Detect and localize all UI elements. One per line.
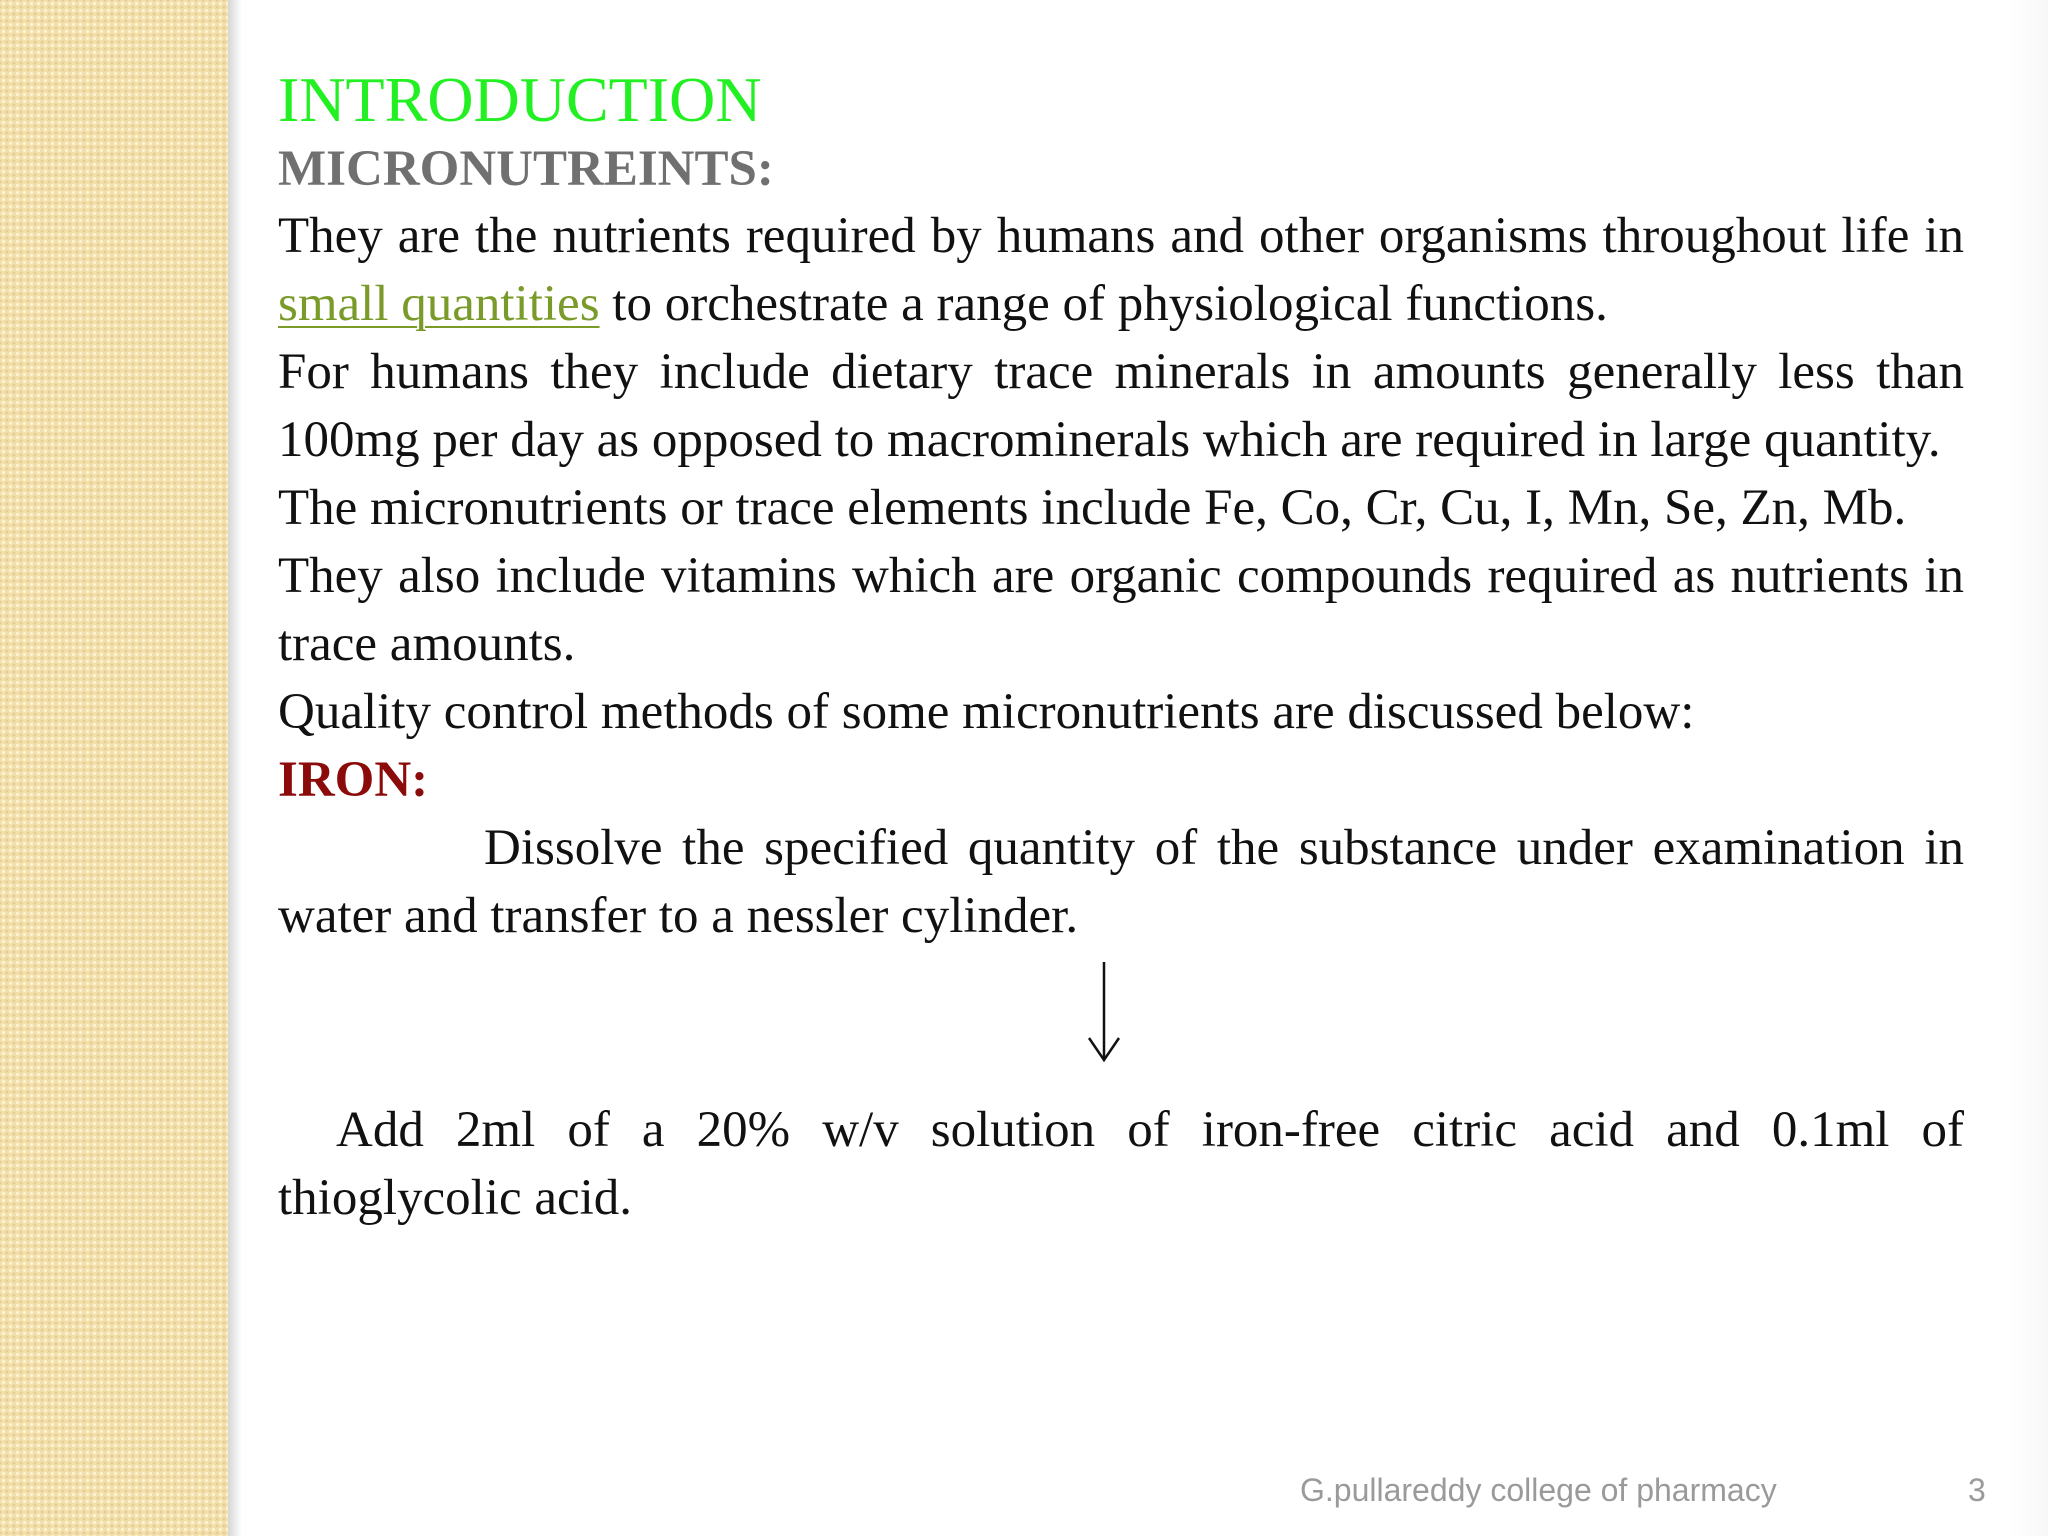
flow-arrow (278, 960, 1964, 1096)
iron-step-dissolve: Dissolve the specified quantity of the substance under examination in water and transfer to a nessler cylinder. (278, 820, 1964, 944)
micronutrients-heading: MICRONUTREINTS: (278, 141, 774, 197)
paragraph-vitamins: They also include vitamins which are organic compounds required as nutrients in trace amounts. (278, 548, 1964, 672)
decorative-side-strip (0, 0, 228, 1536)
paragraph-trace-elements: The micronutrients or trace elements include Fe, Co, Cr, Cu, I, Mn, Se, Zn, Mb. (278, 480, 1907, 536)
right-edge-shade (2008, 0, 2048, 1536)
slide-content (278, 64, 1964, 1232)
paragraph-definition-start: They are the nutrients required by humans and other organisms throughout life in (278, 208, 1964, 264)
small-quantities-link[interactable]: small quantities (278, 276, 600, 332)
slide-footer (0, 1472, 2048, 1512)
paragraph-definition-end: to orchestrate a range of physiological functions. (599, 276, 1608, 332)
iron-step-add-citric-acid: Add 2ml of a 20% w/v solution of iron-free citric acid and 0.1ml of thioglycolic acid. (278, 1102, 1964, 1226)
paragraph-humans: For humans they include dietary trace minerals in amounts generally less than 100mg per day as opposed to macrominerals which are required in large quantity. (278, 344, 1964, 468)
slide-title: INTRODUCTION (278, 64, 762, 135)
paragraph-quality-control: Quality control methods of some micronutrients are discussed below: (278, 684, 1695, 740)
side-strip-shadow (228, 0, 242, 1536)
paragraph-definition (278, 202, 1964, 338)
footer-college-name: G.pullareddy college of pharmacy (1300, 1472, 1777, 1508)
iron-heading: IRON: (278, 752, 429, 808)
slide-page-number: 3 (1968, 1472, 1986, 1508)
down-arrow-icon (1086, 960, 1122, 1064)
